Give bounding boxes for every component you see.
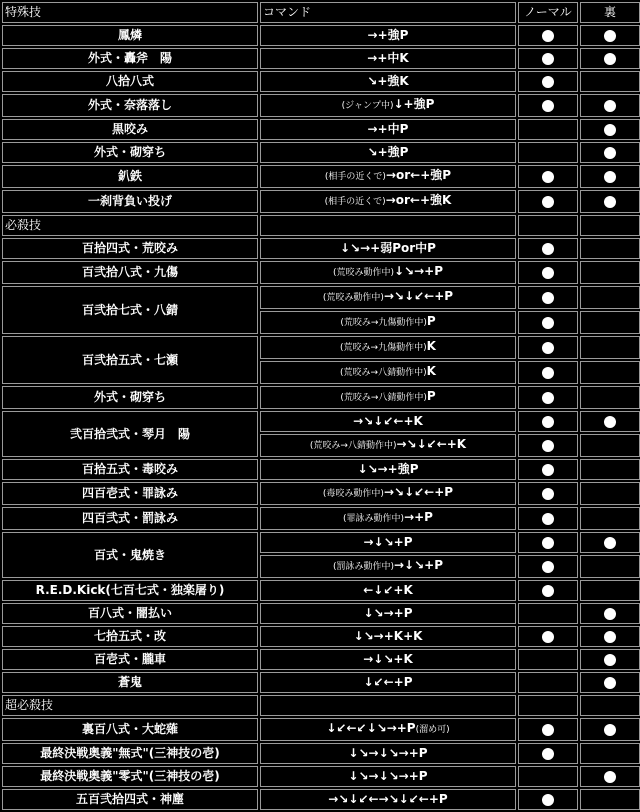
normal-cell — [518, 286, 578, 309]
normal-cell — [518, 532, 578, 553]
ura-cell — [580, 336, 640, 359]
normal-available-icon — [542, 267, 554, 279]
command-condition: (荒咬み→九傷動作中) — [340, 343, 427, 353]
move-row — [2, 603, 640, 624]
move-name: 外式・轟斧 陽 — [2, 48, 258, 69]
command-input: ↓↙←+P — [363, 675, 413, 689]
move-row — [2, 336, 640, 359]
move-command — [260, 25, 516, 46]
move-command — [260, 532, 516, 553]
ura-cell — [580, 672, 640, 693]
command-input: →↘↓↙←+K — [396, 437, 467, 451]
normal-cell — [518, 336, 578, 359]
move-command — [260, 649, 516, 670]
ura-cell — [580, 48, 640, 69]
move-name: R.E.D.Kick(七百七式・独楽屠り) — [2, 580, 258, 601]
move-name: 百拾四式・荒咬み — [2, 238, 258, 259]
command-input: ↓↘→↓↘→+P — [348, 769, 428, 783]
command-condition: (相手の近くで) — [324, 197, 386, 207]
ura-available-icon — [604, 677, 616, 689]
ura-available-icon — [604, 196, 616, 208]
section-empty-cell — [580, 695, 640, 716]
ura-cell — [580, 411, 640, 432]
section-empty-cell — [518, 215, 578, 236]
ura-cell — [580, 434, 640, 457]
ura-available-icon — [604, 30, 616, 42]
normal-cell — [518, 580, 578, 601]
section-row — [2, 695, 640, 716]
command-input: →+中P — [367, 122, 409, 136]
command-input: →↓↘+P — [394, 558, 444, 572]
move-row — [2, 411, 640, 432]
section-title: 超必殺技 — [2, 695, 258, 716]
ura-cell — [580, 261, 640, 284]
ura-cell — [580, 94, 640, 117]
command-input: ↘+強P — [367, 145, 409, 159]
command-input: ←↓↙+K — [363, 583, 413, 597]
ura-cell — [580, 190, 640, 213]
normal-available-icon — [542, 794, 554, 806]
normal-available-icon — [542, 724, 554, 736]
move-command — [260, 336, 516, 359]
normal-available-icon — [542, 631, 554, 643]
move-command — [260, 789, 516, 810]
move-row — [2, 71, 640, 92]
command-input: ↓↘→+P — [394, 264, 444, 278]
move-command — [260, 507, 516, 530]
command-input: ↓↙←↙↓↘→+P — [326, 721, 416, 735]
command-condition: (毒咬み動作中) — [322, 489, 384, 499]
move-name: 百式・鬼焼き — [2, 532, 258, 578]
normal-available-icon — [542, 392, 554, 404]
ura-available-icon — [604, 416, 616, 428]
normal-available-icon — [542, 100, 554, 112]
header-normal: ノーマル — [518, 2, 578, 23]
move-row — [2, 789, 640, 810]
move-name: 百弐拾七式・八錆 — [2, 286, 258, 334]
ura-available-icon — [604, 724, 616, 736]
command-input: →↘↓↙←+P — [383, 485, 454, 499]
move-command — [260, 165, 516, 188]
move-row — [2, 459, 640, 480]
normal-cell — [518, 311, 578, 334]
move-row — [2, 766, 640, 787]
normal-cell — [518, 71, 578, 92]
ura-available-icon — [604, 147, 616, 159]
command-input: →↓↘+P — [363, 535, 413, 549]
move-name: 百弐拾五式・七瀬 — [2, 336, 258, 384]
ura-cell — [580, 311, 640, 334]
section-row — [2, 215, 640, 236]
move-name: 四百弐式・罰詠み — [2, 507, 258, 530]
normal-cell — [518, 434, 578, 457]
move-command — [260, 48, 516, 69]
command-input: →or←+強K — [385, 193, 452, 207]
move-command — [260, 434, 516, 457]
normal-cell — [518, 672, 578, 693]
header-ura: 裏 — [580, 2, 640, 23]
move-row — [2, 25, 640, 46]
normal-available-icon — [542, 513, 554, 525]
ura-cell — [580, 25, 640, 46]
normal-cell — [518, 25, 578, 46]
move-row — [2, 626, 640, 647]
move-name: 外式・砌穿ち — [2, 142, 258, 163]
normal-cell — [518, 603, 578, 624]
moves-table-body — [2, 2, 640, 810]
move-row — [2, 48, 640, 69]
normal-cell — [518, 482, 578, 505]
ura-cell — [580, 507, 640, 530]
command-input: →↘↓↙←+P — [383, 289, 454, 303]
move-row — [2, 286, 640, 309]
move-command — [260, 286, 516, 309]
move-row — [2, 532, 640, 553]
normal-available-icon — [542, 367, 554, 379]
ura-cell — [580, 555, 640, 578]
command-input: ↓↘→+強P — [357, 462, 419, 476]
ura-cell — [580, 626, 640, 647]
move-name: 百壱式・朧車 — [2, 649, 258, 670]
command-input: ↓+強P — [393, 97, 435, 111]
ura-cell — [580, 649, 640, 670]
ura-available-icon — [604, 171, 616, 183]
move-row — [2, 507, 640, 530]
command-input: P — [426, 314, 436, 328]
command-input: K — [426, 364, 436, 378]
ura-cell — [580, 603, 640, 624]
normal-available-icon — [542, 30, 554, 42]
normal-available-icon — [542, 76, 554, 88]
normal-cell — [518, 626, 578, 647]
move-command — [260, 411, 516, 432]
ura-cell — [580, 119, 640, 140]
header-skill: 特殊技 — [2, 2, 258, 23]
command-input: ↓↘→↓↘→+P — [348, 746, 428, 760]
command-suffix: (溜め可) — [415, 725, 450, 735]
normal-available-icon — [542, 464, 554, 476]
move-name: 最終決戦奥義"零式"(三神技の壱) — [2, 766, 258, 787]
ura-available-icon — [604, 100, 616, 112]
ura-cell — [580, 743, 640, 764]
normal-cell — [518, 142, 578, 163]
ura-cell — [580, 165, 640, 188]
move-row — [2, 94, 640, 117]
move-row — [2, 743, 640, 764]
normal-available-icon — [542, 537, 554, 549]
normal-cell — [518, 555, 578, 578]
normal-available-icon — [542, 440, 554, 452]
normal-cell — [518, 789, 578, 810]
move-command — [260, 190, 516, 213]
normal-cell — [518, 411, 578, 432]
section-empty-cell — [260, 215, 516, 236]
normal-cell — [518, 386, 578, 409]
ura-cell — [580, 459, 640, 480]
normal-available-icon — [542, 585, 554, 597]
move-command — [260, 459, 516, 480]
command-condition: (荒咬み→八錆動作中) — [340, 393, 427, 403]
command-condition: (罪詠み動作中) — [343, 514, 405, 524]
move-command — [260, 580, 516, 601]
normal-available-icon — [542, 748, 554, 760]
normal-cell — [518, 165, 578, 188]
move-row — [2, 718, 640, 741]
command-input: →+強P — [367, 28, 409, 42]
ura-cell — [580, 142, 640, 163]
move-name: 百弐拾八式・九傷 — [2, 261, 258, 284]
move-command — [260, 672, 516, 693]
ura-available-icon — [604, 771, 616, 783]
normal-available-icon — [542, 53, 554, 65]
normal-cell — [518, 649, 578, 670]
normal-available-icon — [542, 292, 554, 304]
normal-cell — [518, 743, 578, 764]
command-input: P — [426, 389, 436, 403]
normal-cell — [518, 361, 578, 384]
normal-available-icon — [542, 342, 554, 354]
command-input: ↓↘→+弱Por中P — [340, 241, 436, 255]
normal-cell — [518, 718, 578, 741]
move-name: 蒼鬼 — [2, 672, 258, 693]
section-empty-cell — [260, 695, 516, 716]
ura-cell — [580, 71, 640, 92]
ura-cell — [580, 766, 640, 787]
move-name: 一刹背負い投げ — [2, 190, 258, 213]
move-row — [2, 142, 640, 163]
ura-available-icon — [604, 631, 616, 643]
move-command — [260, 555, 516, 578]
command-input: →+P — [404, 510, 433, 524]
header-row — [2, 2, 640, 23]
move-command — [260, 261, 516, 284]
command-condition: (荒咬み動作中) — [332, 268, 394, 278]
normal-available-icon — [542, 488, 554, 500]
move-row — [2, 386, 640, 409]
command-condition: (罰詠み動作中) — [332, 562, 394, 572]
ura-cell — [580, 580, 640, 601]
normal-cell — [518, 766, 578, 787]
move-name: 五百弐拾四式・神塵 — [2, 789, 258, 810]
move-row — [2, 261, 640, 284]
move-name: 黒咬み — [2, 119, 258, 140]
move-name: 四百壱式・罪詠み — [2, 482, 258, 505]
move-command — [260, 626, 516, 647]
move-command — [260, 119, 516, 140]
move-row — [2, 482, 640, 505]
command-input: →↓↘+K — [363, 652, 413, 666]
move-name: 釟鉄 — [2, 165, 258, 188]
ura-available-icon — [604, 53, 616, 65]
ura-cell — [580, 361, 640, 384]
move-command — [260, 482, 516, 505]
move-row — [2, 672, 640, 693]
command-condition: (荒咬み動作中) — [322, 293, 384, 303]
move-row — [2, 238, 640, 259]
command-input: ↓↘→+K+K — [353, 629, 423, 643]
move-name: 外式・奈落落し — [2, 94, 258, 117]
ura-cell — [580, 482, 640, 505]
command-condition: (荒咬み→九傷動作中) — [340, 318, 427, 328]
move-command — [260, 361, 516, 384]
move-name: 七拾五式・改 — [2, 626, 258, 647]
command-input: →↘↓↙←+K — [353, 414, 423, 428]
move-name: 最終決戦奥義"無式"(三神技の壱) — [2, 743, 258, 764]
ura-available-icon — [604, 537, 616, 549]
command-condition: (相手の近くで) — [324, 172, 386, 182]
normal-available-icon — [542, 196, 554, 208]
move-row — [2, 649, 640, 670]
move-name: 百拾五式・毒咬み — [2, 459, 258, 480]
ura-available-icon — [604, 608, 616, 620]
command-input: →+中K — [367, 51, 409, 65]
command-condition: (荒咬み→八錆動作中) — [340, 368, 427, 378]
move-name: 鳳燐 — [2, 25, 258, 46]
move-name: 百八式・闇払い — [2, 603, 258, 624]
move-command — [260, 766, 516, 787]
command-input: →or←+強P — [385, 168, 452, 182]
normal-available-icon — [542, 561, 554, 573]
ura-cell — [580, 789, 640, 810]
command-input: →↘↓↙←→↘↓↙←+P — [328, 792, 448, 806]
header-command: コマンド — [260, 2, 516, 23]
section-empty-cell — [580, 215, 640, 236]
normal-available-icon — [542, 243, 554, 255]
command-input: ↓↘→+P — [363, 606, 413, 620]
move-row — [2, 165, 640, 188]
section-empty-cell — [518, 695, 578, 716]
move-name: 裏百八式・大蛇薙 — [2, 718, 258, 741]
ura-cell — [580, 286, 640, 309]
move-command — [260, 71, 516, 92]
command-condition: (ジャンプ中) — [341, 101, 394, 111]
move-command — [260, 386, 516, 409]
move-row — [2, 190, 640, 213]
move-command — [260, 238, 516, 259]
normal-available-icon — [542, 171, 554, 183]
move-name: 外式・砌穿ち — [2, 386, 258, 409]
ura-cell — [580, 532, 640, 553]
move-row — [2, 580, 640, 601]
move-row — [2, 119, 640, 140]
normal-cell — [518, 238, 578, 259]
move-command — [260, 743, 516, 764]
normal-cell — [518, 94, 578, 117]
normal-cell — [518, 48, 578, 69]
move-command — [260, 603, 516, 624]
ura-available-icon — [604, 654, 616, 666]
move-command — [260, 94, 516, 117]
move-command — [260, 311, 516, 334]
command-input: ↘+強K — [367, 74, 409, 88]
ura-cell — [580, 718, 640, 741]
normal-available-icon — [542, 317, 554, 329]
ura-available-icon — [604, 124, 616, 136]
command-condition: (荒咬み→八錆動作中) — [309, 441, 397, 451]
command-input: K — [426, 339, 436, 353]
move-command — [260, 142, 516, 163]
normal-cell — [518, 507, 578, 530]
section-title: 必殺技 — [2, 215, 258, 236]
ura-cell — [580, 238, 640, 259]
move-command — [260, 718, 516, 741]
normal-cell — [518, 261, 578, 284]
normal-cell — [518, 190, 578, 213]
normal-available-icon — [542, 416, 554, 428]
move-name: 弐百拾弐式・琴月 陽 — [2, 411, 258, 457]
ura-cell — [580, 386, 640, 409]
normal-cell — [518, 119, 578, 140]
move-name: 八拾八式 — [2, 71, 258, 92]
normal-cell — [518, 459, 578, 480]
